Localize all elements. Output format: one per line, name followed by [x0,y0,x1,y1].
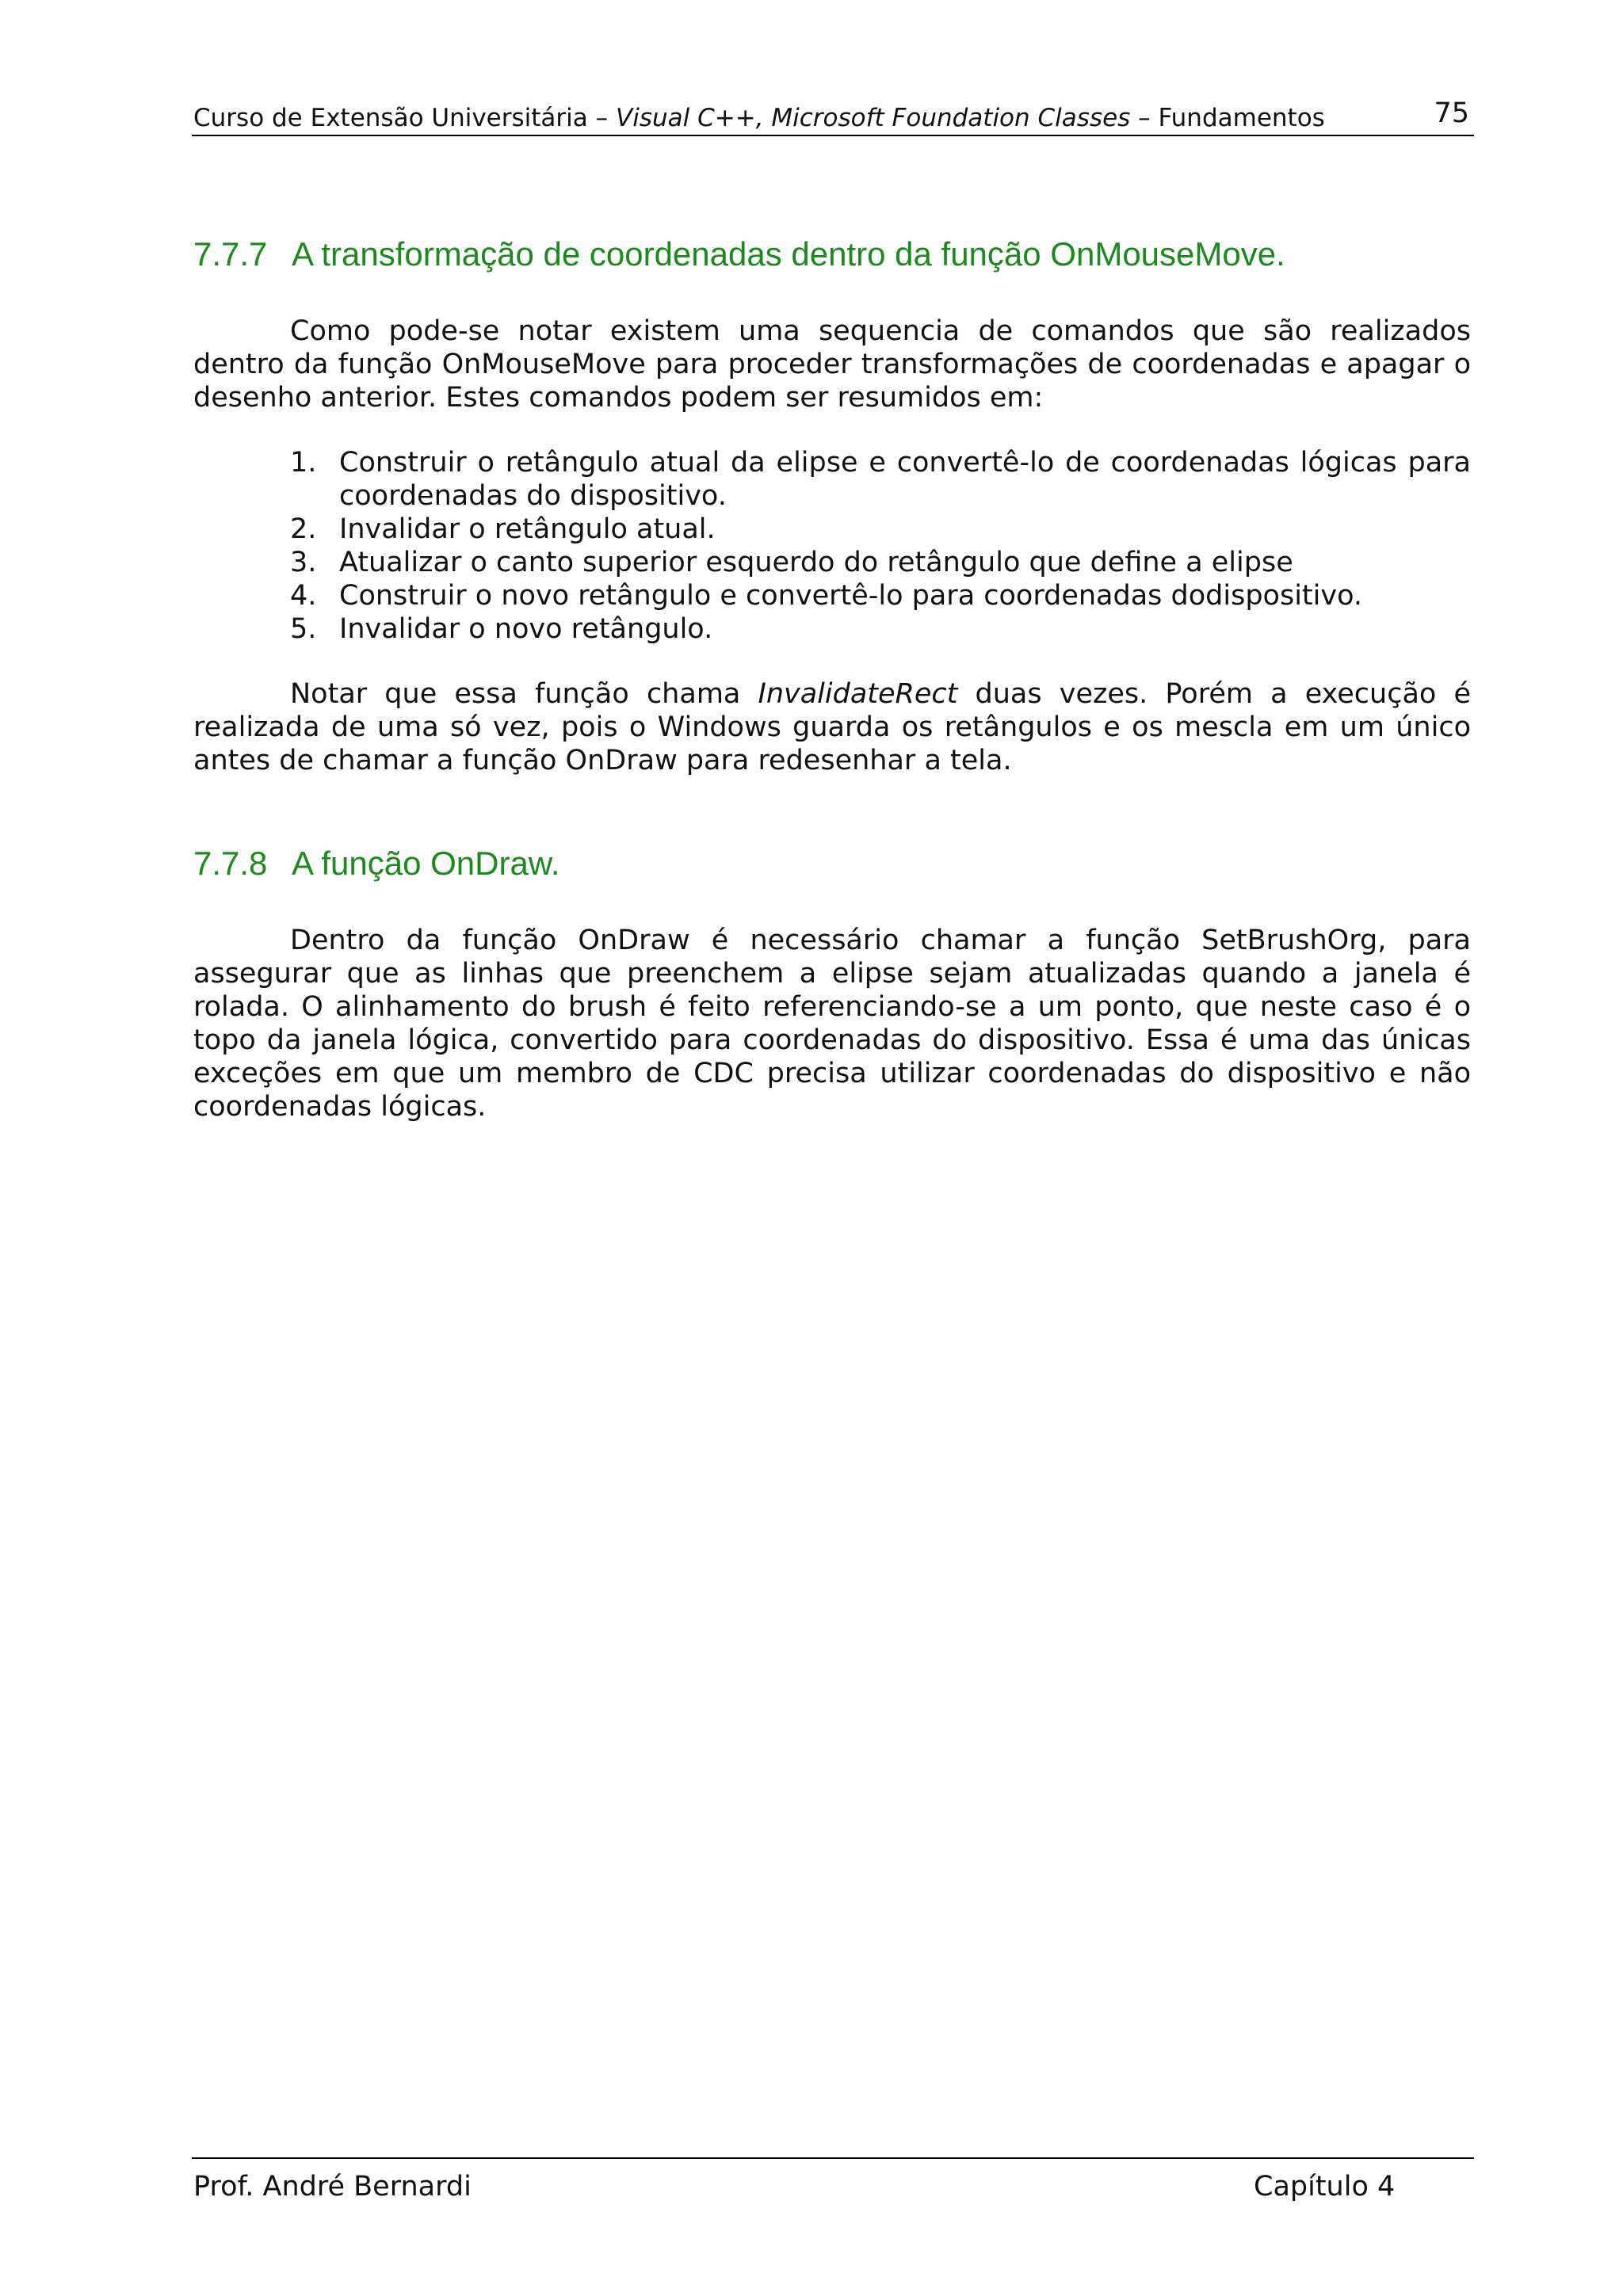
section-heading-7-7-7 [193,235,1285,274]
list-item-text: Atualizar o canto superior esquerdo do retângulo que define a elipse [339,547,1293,578]
list-item-text: Invalidar o novo retângulo. [339,613,713,645]
section-title: A transformação de coordenadas dentro da função OnMouseMove. [292,235,1285,273]
paragraph-intro [193,315,1471,414]
list-item-number: 1. [290,447,317,479]
list-item [193,513,1471,546]
running-header [193,103,1325,133]
page-footer [192,2157,1474,2206]
list-item [193,446,1471,513]
list-item-number: 4. [290,580,317,612]
list-item-number: 5. [290,613,317,645]
paragraph-text-after: duas vezes. Porém a execução é realizada de uma só vez, pois o Windows guarda os retângulos e os mescla em um único antes de chamar a função OnDraw para redesenhar a tela. [193,678,1472,776]
list-item [193,612,1471,646]
list-item-text: Construir o retângulo atual da elipse e convertê-lo de coordenadas lógicas para coordenadas do dispositivo. [339,447,1471,512]
paragraph-invalidaterect [193,677,1471,777]
list-item [193,579,1471,612]
paragraph-text-before: Notar que essa função chama [290,678,758,710]
paragraph-text: Como pode-se notar existem uma sequencia de comandos que são realizados dentro da função OnMouseMove para proceder transformações de coordenadas e apagar o desenho anterior. Estes comandos podem ser resumidos em: [193,315,1471,414]
section-heading-7-7-8 [193,844,560,883]
header-prefix: Curso de Extensão Universitária – [193,104,616,132]
section-number: 7.7.7 [193,235,268,273]
list-item-number: 3. [290,547,317,578]
function-name-invalidaterect: InvalidateRect [758,678,958,710]
list-item-text: Invalidar o retângulo atual. [339,513,716,545]
section-number: 7.7.8 [193,845,268,882]
header-suffix: – Fundamentos [1130,104,1325,132]
header-course-title: Visual C++, Microsoft Foundation Classes [615,104,1131,132]
list-item-text: Construir o novo retângulo e convertê-lo para coordenadas dodispositivo. [339,580,1363,612]
steps-list [193,446,1471,646]
paragraph-text: Dentro da função OnDraw é necessário chamar a função SetBrushOrg, para assegurar que as linhas que preenchem a elipse sejam atualizadas quando a janela é rolada. O alinhamento do brush é feito referenciando-se a um ponto, que neste caso é o topo da janela lógica, convertido para coordenadas do dispositivo. Essa é uma das únicas exceções em que um membro de CDC precisa utilizar coordenadas do dispositivo e não coordenadas lógicas. [193,925,1471,1123]
footer-author: Prof. André Bernardi [193,2171,472,2203]
list-item-number: 2. [290,513,317,545]
page-number: 75 [1434,97,1469,129]
page-header [192,95,1474,136]
paragraph-ondraw [193,924,1471,1123]
list-item [193,546,1471,579]
footer-chapter: Capítulo 4 [1254,2171,1396,2203]
section-title: A função OnDraw. [292,845,560,882]
